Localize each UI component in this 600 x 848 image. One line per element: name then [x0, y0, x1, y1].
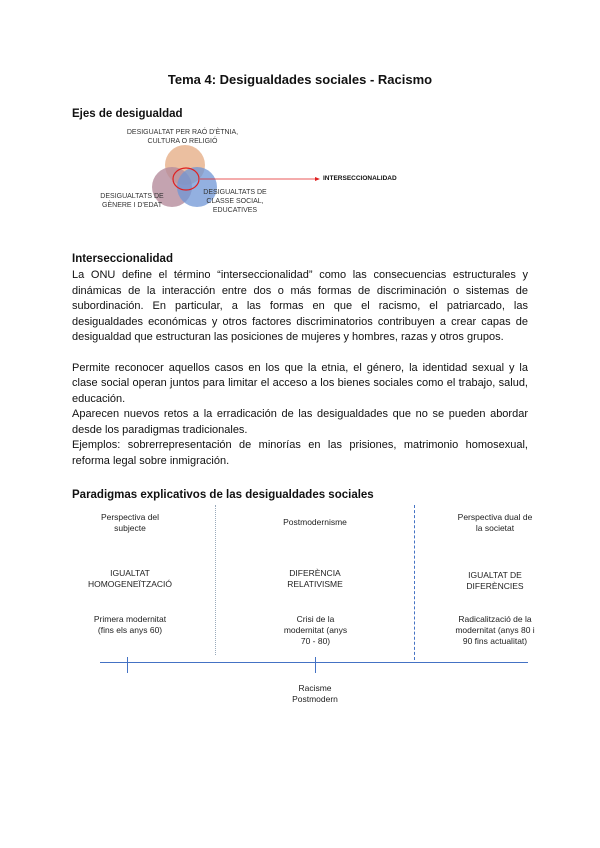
page-title: Tema 4: Desigualdades sociales - Racismo	[167, 72, 433, 87]
column-divider	[215, 505, 216, 655]
label-genere: DESIGUALTATS DE GÈNERE I D'EDAT	[100, 193, 164, 209]
arrow-head-icon	[315, 177, 320, 181]
label-interseccionalidad: INTERSECCIONALIDAD	[323, 175, 397, 182]
intersec-heading: Interseccionalidad	[72, 253, 173, 265]
timeline-label: Racisme Postmodern	[292, 683, 338, 704]
paragraph: Ejemplos: sobrerrepresentación de minorías en las prisiones, matrimonio homosexual, reforma legal sobre inmigración.	[72, 439, 528, 467]
timeline-tick	[127, 657, 128, 673]
paragraph: Permite reconocer aquellos casos en los que la etnia, el género, la identidad sexual y la clase social operan juntos para limitar el acceso a los bienes sociales como el trabajo, salud, educación.	[72, 361, 528, 405]
label-classe: DESIGUALTATS DE CLASSE SOCIAL, EDUCATIVES	[203, 189, 267, 214]
intersec-body	[72, 268, 528, 469]
timeline-line	[100, 662, 528, 663]
col2-mid: DIFERÈNCIA RELATIVISME	[287, 568, 343, 589]
col1-top: Perspectiva del subjecte	[100, 512, 160, 533]
paragraph: La ONU define el término “interseccionalidad” como las consecuencias estructurales y dinámicas de la interacción entre dos o más formas de discriminación o sistemas de subordinación. En particular, a las formas en que el racismo, el patriarcado, las desigualdades económicas y otros factores discriminatorios contribuyen a crear capas de desigualdad que estructuran las posiciones de mujeres y hombres, razas y otros grupos.	[72, 269, 528, 343]
col3-bottom: Radicalització de la modernitat (anys 80 i 90 fins actualitat)	[455, 614, 535, 646]
paragraph: Aparecen nuevos retos a la erradicación de las desigualdades que no se pueden abordar desde los paradigmas tradicionales.	[72, 408, 528, 436]
col1-mid: IGUALTAT HOMOGENEÏTZACIÓ	[87, 568, 173, 589]
col3-mid: IGUALTAT DE DIFERÈNCIES	[466, 570, 524, 591]
col2-top: Postmodernisme	[283, 517, 347, 527]
column-divider	[414, 505, 415, 660]
col2-bottom: Crisi de la modernitat (anys 70 - 80)	[283, 614, 348, 646]
label-etnia: DESIGUALTAT PER RAÓ D'ÈTNIA, CULTURA O RELIGIÓ	[126, 129, 239, 145]
col1-bottom: Primera modernitat (fins els anys 60)	[93, 614, 167, 635]
col3-top: Perspectiva dual de la societat	[457, 512, 533, 533]
timeline-tick	[315, 657, 316, 673]
ejes-heading: Ejes de desigualdad	[72, 108, 183, 120]
paradigmas-heading: Paradigmas explicativos de las desigualdades sociales	[72, 489, 374, 501]
